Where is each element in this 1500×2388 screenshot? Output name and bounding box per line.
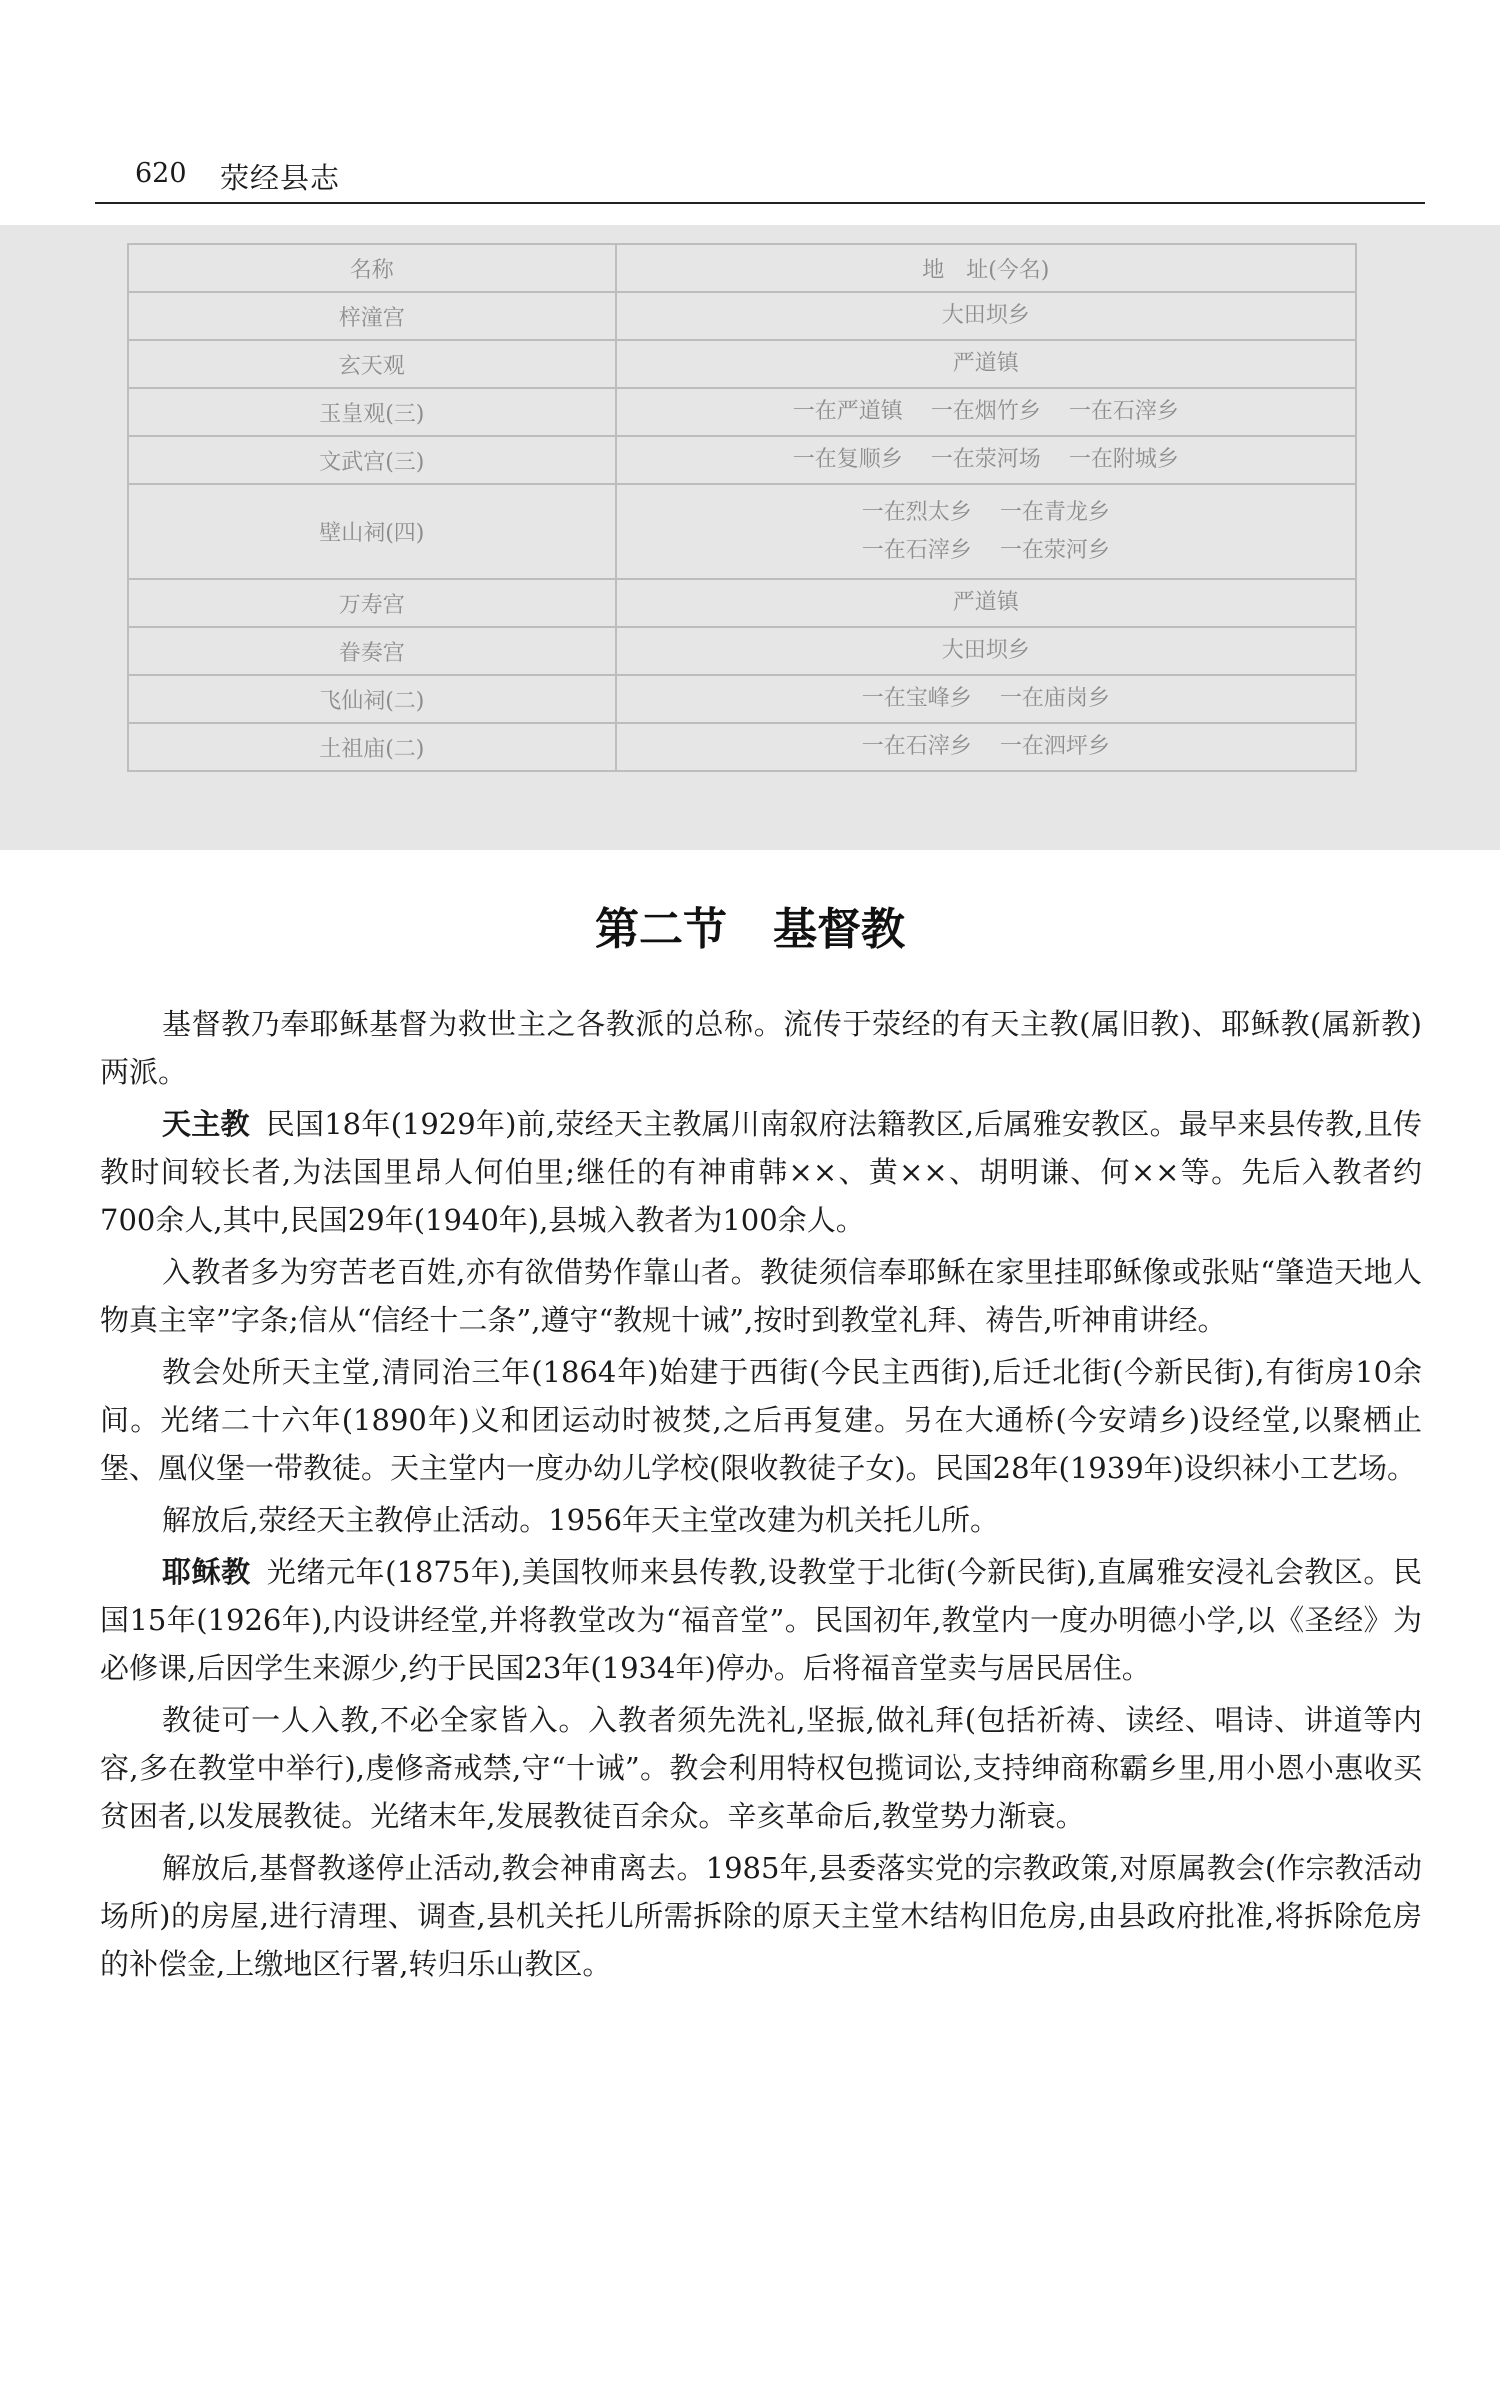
paragraph-lead: 天主教: [162, 1107, 250, 1141]
address-segment: 一在泗坪乡: [999, 734, 1110, 759]
address-line: [617, 532, 1355, 570]
paragraph-text: 民国18年(1929年)前,荥经天主教属川南叙府法籍教区,后属雅安教区。最早来县传教,且传教时间较长者,为法国里昂人何伯里;继任的有神甫韩××、黄××、胡明谦、何××等。先后入教者约700余人,其中,民国29年(1940年),县城入教者为100余人。: [100, 1107, 1422, 1237]
address-line: [617, 297, 1355, 335]
table-row: [128, 292, 1356, 340]
address-segment: 一在附城乡: [1068, 447, 1179, 472]
paragraph-text: 解放后,基督教遂停止活动,教会神甫离去。1985年,县委落实党的宗教政策,对原属教会(作宗教活动场所)的房屋,进行清理、调查,县机关托儿所需拆除的原天主堂木结构旧危房,由县政府批准,将拆除危房的补偿金,上缴地区行署,转归乐山教区。: [100, 1851, 1422, 1981]
body-paragraph: [100, 1248, 1422, 1344]
cell-name: 玄天观: [128, 340, 616, 388]
address-line: [617, 728, 1355, 766]
cell-name: 土祖庙(二): [128, 723, 616, 771]
cell-name: 万寿宫: [128, 579, 616, 627]
address-line: [617, 494, 1355, 532]
running-header: [95, 150, 1425, 204]
column-header-name: 名称: [128, 244, 616, 292]
book-title: 荥经县志: [220, 161, 341, 195]
cell-address: [616, 723, 1356, 771]
table-row: [128, 436, 1356, 484]
table-row: [128, 627, 1356, 675]
page-number: 620: [135, 158, 187, 189]
temple-table: [127, 243, 1357, 772]
cell-address: [616, 627, 1356, 675]
paragraph-text: 入教者多为穷苦老百姓,亦有欲借势作靠山者。教徒须信奉耶稣在家里挂耶稣像或张贴“肇造天地人物真主宰”字条;信从“信经十二条”,遵守“教规十诫”,按时到教堂礼拜、祷告,听神甫讲经。: [100, 1255, 1422, 1337]
cell-address: [616, 292, 1356, 340]
paragraph-lead: 耶稣教: [162, 1555, 251, 1589]
cell-address: [616, 436, 1356, 484]
address-segment: 严道镇: [952, 590, 1019, 615]
paragraph-text: 解放后,荥经天主教停止活动。1956年天主堂改建为机关托儿所。: [162, 1503, 1000, 1537]
cell-name: 壁山祠(四): [128, 484, 616, 579]
paragraph-text: 教会处所天主堂,清同治三年(1864年)始建于西街(今民主西街),后迁北街(今新民街),有街房10余间。光绪二十六年(1890年)义和团运动时被焚,之后再复建。另在大通桥(今安靖乡)设经堂,以聚栖止堡、凰仪堡一带教徒。天主堂内一度办幼儿学校(限收教徒子女)。民国28年(1939年)设织袜小工艺场。: [100, 1355, 1422, 1485]
body-paragraph: [100, 1548, 1422, 1692]
cell-name: 梓潼宫: [128, 292, 616, 340]
paragraph-text: 基督教乃奉耶稣基督为救世主之各教派的总称。流传于荥经的有天主教(属旧教)、耶稣教(属新教)两派。: [100, 1007, 1422, 1089]
address-line: [617, 393, 1355, 431]
cell-name: 眷奏宫: [128, 627, 616, 675]
table-row: [128, 484, 1356, 579]
address-line: [617, 680, 1355, 718]
cell-address: [616, 388, 1356, 436]
table-body: [128, 292, 1356, 771]
address-segment: 一在复顺乡: [792, 447, 903, 472]
paragraph-text: 光绪元年(1875年),美国牧师来县传教,设教堂于北街(今新民街),直属雅安浸礼会教区。民国15年(1926年),内设讲经堂,并将教堂改为“福音堂”。民国初年,教堂内一度办明德小学,以《圣经》为必修课,后因学生来源少,约于民国23年(1934年)停办。后将福音堂卖与居民居住。: [100, 1555, 1422, 1685]
address-segment: 大田坝乡: [941, 303, 1030, 328]
address-segment: 一在宝峰乡: [861, 686, 972, 711]
cell-address: [616, 340, 1356, 388]
address-segment: 一在严道镇: [792, 399, 903, 424]
body-paragraph: [100, 1348, 1422, 1492]
table-header-row: [128, 244, 1356, 292]
table-background-band: [0, 225, 1500, 850]
body-paragraph: [100, 1496, 1422, 1544]
address-segment: 一在荥河场: [930, 447, 1041, 472]
cell-address: [616, 484, 1356, 579]
address-segment: 一在烟竹乡: [930, 399, 1041, 424]
cell-name: 飞仙祠(二): [128, 675, 616, 723]
address-segment: 一在烈太乡: [861, 499, 972, 525]
body-paragraph: [100, 1100, 1422, 1244]
cell-name: 文武宫(三): [128, 436, 616, 484]
table-row: [128, 723, 1356, 771]
body-paragraph: [100, 1696, 1422, 1840]
address-segment: 严道镇: [952, 351, 1019, 376]
address-segment: 一在庙岗乡: [999, 686, 1110, 711]
column-header-address: 地 址(今名): [616, 244, 1356, 292]
address-segment: 一在青龙乡: [999, 499, 1110, 525]
address-segment: 一在石滓乡: [861, 734, 972, 759]
address-line: [617, 632, 1355, 670]
address-segment: 一在石滓乡: [861, 537, 972, 563]
section-number: 第二节: [595, 904, 727, 955]
address-segment: 一在石滓乡: [1068, 399, 1179, 424]
section-heading: [0, 893, 1500, 957]
body-paragraph: [100, 1844, 1422, 1988]
table-row: [128, 675, 1356, 723]
address-line: [617, 441, 1355, 479]
address-segment: 大田坝乡: [941, 638, 1030, 663]
paragraph-text: 教徒可一人入教,不必全家皆入。入教者须先洗礼,坚振,做礼拜(包括祈祷、读经、唱诗、讲道等内容,多在教堂中举行),虔修斋戒禁,守“十诫”。教会利用特权包揽词讼,支持绅商称霸乡里,用小恩小惠收买贫困者,以发展教徒。光绪末年,发展教徒百余众。辛亥革命后,教堂势力渐衰。: [100, 1703, 1422, 1833]
table-row: [128, 388, 1356, 436]
body-text: [100, 1000, 1422, 1992]
body-paragraph: [100, 1000, 1422, 1096]
cell-address: [616, 675, 1356, 723]
cell-address: [616, 579, 1356, 627]
address-line: [617, 345, 1355, 383]
address-segment: 一在荥河乡: [999, 537, 1110, 563]
address-line: [617, 584, 1355, 622]
cell-name: 玉皇观(三): [128, 388, 616, 436]
section-title: 基督教: [773, 904, 905, 955]
table-row: [128, 579, 1356, 627]
table-row: [128, 340, 1356, 388]
